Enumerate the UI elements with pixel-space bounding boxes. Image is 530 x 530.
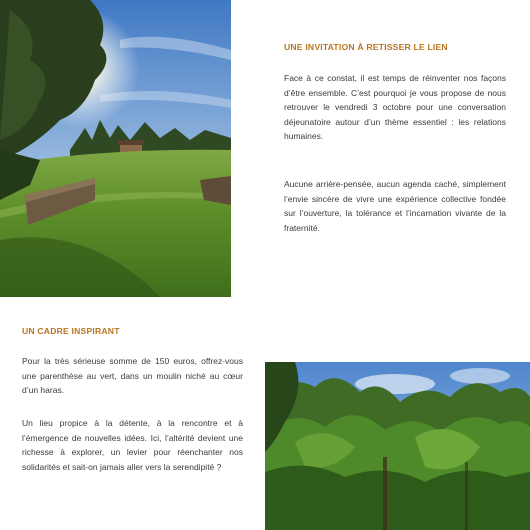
cadre-paragraph-2: Un lieu propice à la détente, à la rencontre et à l’émergence de nouvelles idées. Ici, l’altérité devient une richesse à explorer, un levier pour réenchanter nos solidarités et sait-on jamais aller vers la serendipité ? bbox=[22, 418, 243, 472]
trees-photo bbox=[265, 362, 530, 530]
cadre-paragraph-1: Pour la très sérieuse somme de 150 euros, offrez-vous une parenthèse au vert, dans un moulin niché au cœur d’un haras. bbox=[22, 356, 243, 396]
cadre-heading: UN CADRE INSPIRANT bbox=[22, 326, 120, 336]
invitation-paragraph-2: Aucune arrière-pensée, aucun agenda caché, simplement l’envie sincère de vivre une expérience collective fondée sur l’ouverture, la tolérance et l’incarnation vivante de la fraternité. bbox=[284, 179, 506, 233]
meadow-photo bbox=[0, 0, 231, 297]
invitation-paragraph-1: Face à ce constat, il est temps de réinventer nos façons d’être ensemble. C’est pourquoi je vous propose de nous retrouver le vendredi 3 octobre pour une conversation déjeunatoire autour d’un thème essentiel : les relations humaines. bbox=[284, 73, 506, 142]
invitation-heading: UNE INVITATION À RETISSER LE LIEN bbox=[284, 42, 448, 52]
